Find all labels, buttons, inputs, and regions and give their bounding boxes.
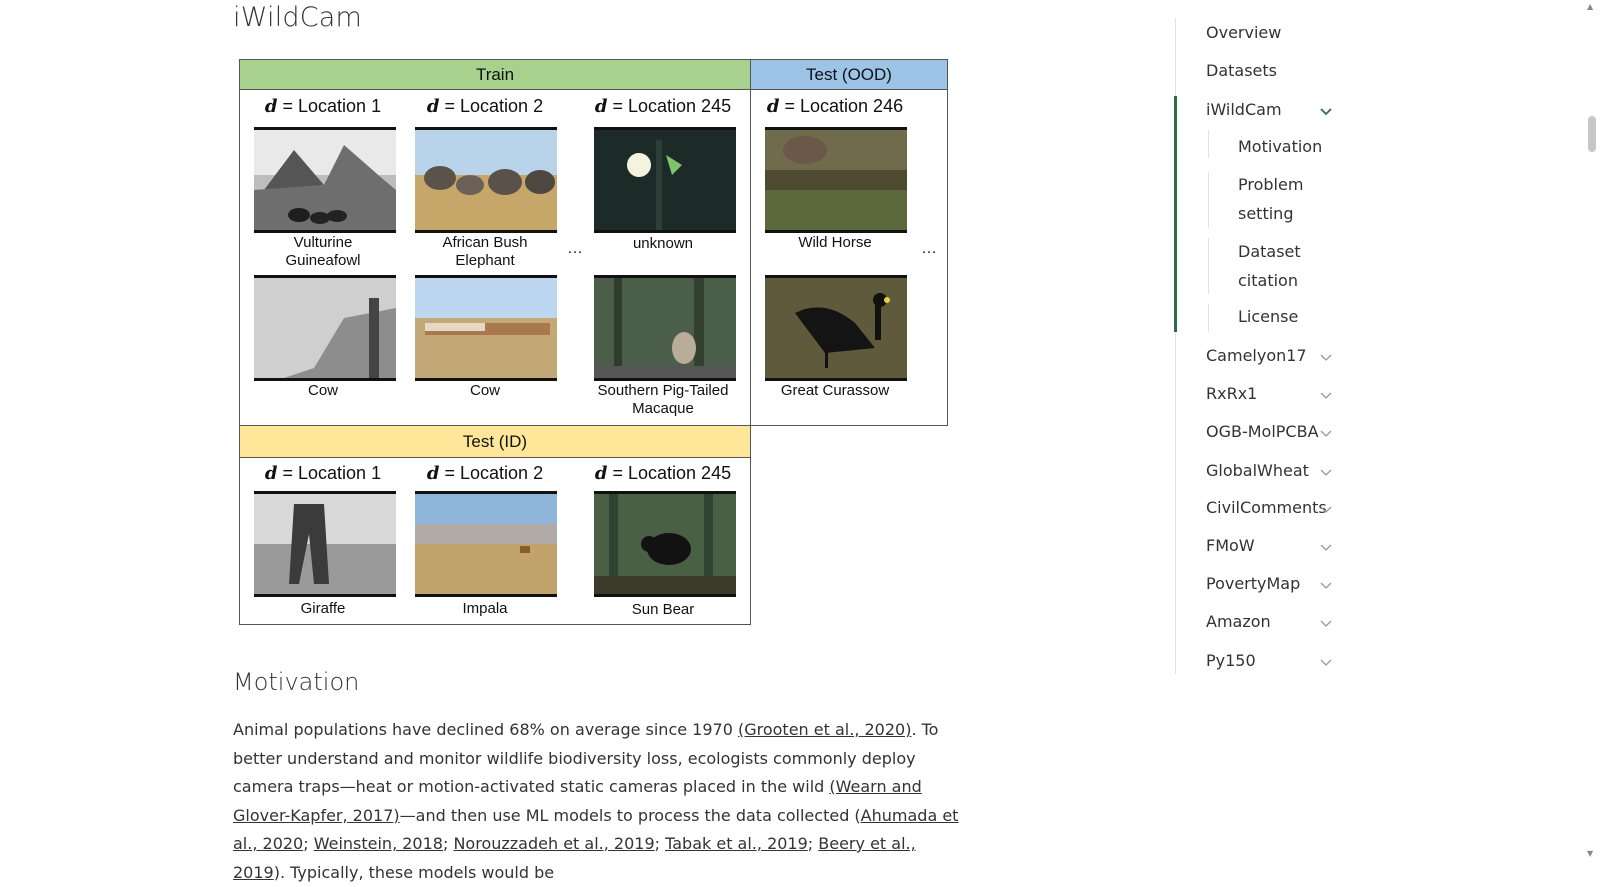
photo-african-bush-elephant <box>415 127 557 233</box>
photo-vulturine-guineafowl <box>254 127 396 233</box>
photo-cow-1 <box>254 275 396 381</box>
chevron-down-icon[interactable] <box>1319 426 1333 440</box>
caption-cow-2: Cow <box>469 382 500 399</box>
sidebar-item-overview[interactable]: Overview <box>1206 23 1282 42</box>
chevron-down-icon[interactable] <box>1319 350 1333 364</box>
photo-great-curassow <box>765 275 907 381</box>
caption-great-curassow: Great Curassow <box>780 382 890 399</box>
ellipsis: … <box>921 240 938 257</box>
iwildcam-figure <box>239 59 949 637</box>
sub-rail <box>1208 172 1209 228</box>
sidebar-item-amazon[interactable]: Amazon <box>1206 612 1271 631</box>
chevron-down-icon[interactable] <box>1319 540 1333 554</box>
test-id-panel <box>239 425 751 625</box>
chevron-down-icon[interactable] <box>1319 578 1333 592</box>
sidebar-item-camelyon17[interactable]: Camelyon17 <box>1206 346 1307 365</box>
chevron-down-icon[interactable] <box>1319 502 1333 516</box>
caption-sun-bear: Sun Bear <box>631 601 695 618</box>
sub-rail <box>1208 238 1209 294</box>
sidebar-subitem-motivation[interactable]: Motivation <box>1238 137 1323 156</box>
caption-impala: Impala <box>462 600 508 617</box>
chevron-down-icon[interactable] <box>1319 465 1333 479</box>
id-location-1: d = Location 1 <box>264 463 382 484</box>
photo-wild-horse <box>765 127 907 233</box>
caption-southern-pig-tailed-macaque: Southern Pig-Tailed Macaque <box>597 382 729 417</box>
caption-african-bush-elephant: African Bush Elephant <box>442 234 528 269</box>
page-scrollbar[interactable] <box>1584 0 1600 861</box>
citation-link[interactable]: (Grooten et al., 2020) <box>737 720 912 739</box>
id-location-245: d = Location 245 <box>594 463 732 484</box>
caption-vulturine-guineafowl: Vulturine Guineafowl <box>285 234 361 269</box>
sidebar-item-datasets[interactable]: Datasets <box>1206 61 1277 80</box>
photo-giraffe <box>254 491 396 597</box>
id-location-2: d = Location 2 <box>426 463 544 484</box>
citation-link[interactable]: Tabak et al., 2019 <box>665 834 808 853</box>
test-ood-panel <box>750 59 948 426</box>
sidebar-item-ogb-molpcba[interactable]: OGB-MolPCBA <box>1206 422 1319 441</box>
active-section-indicator <box>1174 96 1177 332</box>
caption-cow-1: Cow <box>307 382 338 399</box>
caption-giraffe: Giraffe <box>300 600 346 617</box>
ood-location-246: d = Location 246 <box>766 96 904 117</box>
section-title-motivation: Motivation <box>233 668 360 696</box>
photo-unknown <box>594 127 736 233</box>
sidebar-subitem-dataset-citation[interactable]: Dataset citation <box>1238 242 1301 290</box>
photo-impala <box>415 491 557 597</box>
sidebar-item-civilcomments[interactable]: CivilComments <box>1206 498 1327 517</box>
sub-rail <box>1208 304 1209 332</box>
sidebar-subitem-license[interactable]: License <box>1238 307 1299 326</box>
ellipsis: … <box>567 240 584 257</box>
motivation-paragraph: Animal populations have declined 68% on average since 1970 (Grooten et al., 2020). To better understand and monitor wildlife biodiversity loss, ecologists commonly deploy camera traps—heat or motion-activated static cameras placed in the wild (Wearn and Glover-Kapfer, 2017)—and then use ML models to process the data collected (Ahumada et al., 2020; Weinstein, 2018; Norouzzadeh et al., 2019; Tabak et al., 2019; Beery et al., 2019). Typically, these models would be <box>233 720 959 882</box>
citation-link[interactable]: Norouzzadeh et al., 2019 <box>453 834 655 853</box>
sidebar-item-py150[interactable]: Py150 <box>1206 651 1256 670</box>
caption-wild-horse: Wild Horse <box>798 234 872 251</box>
scrollbar-thumb[interactable] <box>1588 116 1596 152</box>
chevron-up-icon[interactable] <box>1319 104 1333 118</box>
test-id-header: Test (ID) <box>240 426 750 458</box>
sidebar-item-povertymap[interactable]: PovertyMap <box>1206 574 1301 593</box>
sub-rail <box>1208 130 1209 158</box>
sidebar-item-rxrx1[interactable]: RxRx1 <box>1206 384 1258 403</box>
train-location-2: d = Location 2 <box>426 96 544 117</box>
chevron-down-icon[interactable] <box>1319 655 1333 669</box>
chevron-down-icon[interactable] <box>1319 616 1333 630</box>
sidebar-item-globalwheat[interactable]: GlobalWheat <box>1206 461 1309 480</box>
chevron-down-icon[interactable] <box>1319 388 1333 402</box>
page-title: iWildCam <box>233 2 363 33</box>
train-location-245: d = Location 245 <box>594 96 732 117</box>
photo-sun-bear <box>594 491 736 597</box>
train-panel <box>239 59 751 426</box>
photo-cow-2 <box>415 275 557 381</box>
citation-link[interactable]: (Wearn and Glover-Kapfer, 2017) <box>233 777 922 825</box>
sidebar-subitem-problem-setting[interactable]: Problem setting <box>1238 175 1304 223</box>
citation-link[interactable]: Weinstein, 2018 <box>313 834 443 853</box>
sidebar-item-iwildcam[interactable]: iWildCam <box>1206 100 1282 119</box>
citation-link[interactable]: Ahumada et al., 2020 <box>233 805 959 853</box>
citation-link[interactable]: Beery et al., 2019 <box>233 834 916 882</box>
test-ood-header: Test (OOD) <box>751 60 947 90</box>
train-header: Train <box>240 60 750 90</box>
scroll-up-arrow[interactable]: ▲ <box>1587 2 1594 11</box>
photo-southern-pig-tailed-macaque <box>594 275 736 381</box>
train-location-1: d = Location 1 <box>264 96 382 117</box>
scroll-down-arrow[interactable]: ▼ <box>1587 849 1594 858</box>
sidebar-nav <box>1175 18 1346 674</box>
caption-unknown: unknown <box>632 235 694 252</box>
sidebar-item-fmow[interactable]: FMoW <box>1206 536 1255 555</box>
